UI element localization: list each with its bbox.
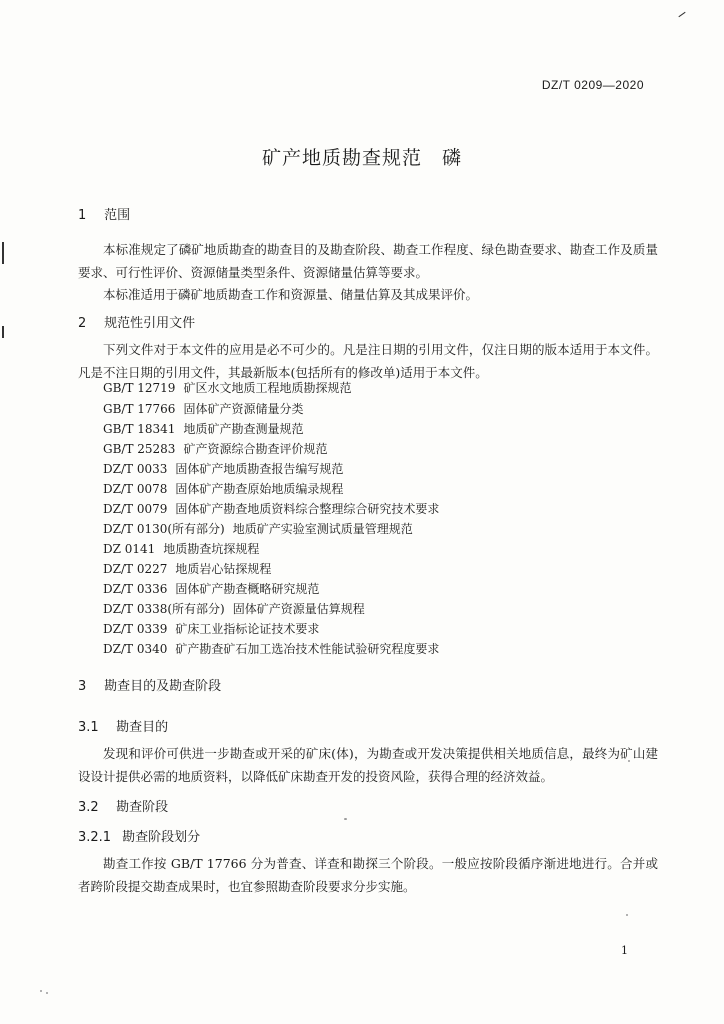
section-title: 勘查阶段划分 bbox=[122, 830, 201, 845]
section-3-2-1-paragraph: 勘查工作按 GB/T 17766 分为普查、详查和勘探三个阶段。一般应按阶段循序渐进地进行。合并或者跨阶段提交勘查成果时，也宜参照勘查阶段要求分步实施。 bbox=[78, 856, 658, 894]
reference-code: DZ/T 0340 bbox=[103, 642, 168, 656]
reference-item bbox=[103, 420, 303, 437]
reference-code: DZ/T 0079 bbox=[103, 502, 168, 516]
section-number: 2 bbox=[78, 316, 87, 331]
reference-item bbox=[103, 560, 271, 577]
document-title: 矿产地质勘查规范 磷 bbox=[261, 147, 462, 169]
reference-code: DZ 0141 bbox=[103, 542, 156, 556]
section-2-intro: 下列文件对于本文件的应用是必不可少的。凡是注日期的引用文件，仅注日期的版本适用于本文件。凡是不注日期的引用文件，其最新版本(包括所有的修改单)适用于本文件。 bbox=[78, 342, 658, 380]
reference-item bbox=[103, 440, 327, 457]
reference-item bbox=[103, 480, 343, 497]
reference-title: 地质岩心钻探规程 bbox=[175, 562, 272, 576]
reference-code: DZ/T 0130(所有部分) bbox=[103, 522, 225, 536]
reference-code: DZ/T 0338(所有部分) bbox=[103, 602, 225, 616]
reference-code: DZ/T 0033 bbox=[103, 462, 168, 476]
reference-code: GB/T 25283 bbox=[103, 442, 176, 456]
reference-item bbox=[103, 600, 365, 617]
section-1-paragraph-2: 本标准适用于磷矿地质勘查工作和资源量、储量估算及其成果评价。 bbox=[103, 287, 479, 302]
reference-title: 矿床工业指标论证技术要求 bbox=[175, 622, 320, 636]
section-number: 3.2 bbox=[78, 800, 99, 815]
reference-item bbox=[103, 520, 413, 537]
reference-item bbox=[103, 640, 439, 657]
reference-title: 地质矿产勘查测量规范 bbox=[183, 422, 304, 436]
reference-title: 固体矿产勘查地质资料综合整理综合研究技术要求 bbox=[175, 502, 440, 516]
section-title: 范围 bbox=[104, 208, 131, 223]
page-number: 1 bbox=[621, 944, 628, 957]
reference-title: 矿产勘查矿石加工选冶技术性能试验研究程度要求 bbox=[175, 642, 440, 656]
reference-title: 固体矿产资源量估算规程 bbox=[232, 602, 365, 616]
reference-title: 固体矿产勘查原始地质编录规程 bbox=[175, 482, 344, 496]
scan-dot-1 bbox=[344, 818, 347, 820]
reference-item bbox=[103, 540, 259, 557]
scan-dot-2 bbox=[40, 990, 42, 992]
reference-code: DZ/T 0078 bbox=[103, 482, 168, 496]
reference-title: 矿产资源综合勘查评价规范 bbox=[183, 442, 328, 456]
scan-dot-5 bbox=[626, 914, 628, 916]
section-1-paragraph-1: 本标准规定了磷矿地质勘查的勘查目的及勘查阶段、勘查工作程度、绿色勘查要求、勘查工作及质量要求、可行性评价、资源储量类型条件、资源储量估算等要求。 bbox=[78, 242, 658, 280]
section-title: 勘查阶段 bbox=[116, 800, 169, 815]
reference-item bbox=[103, 620, 319, 637]
reference-code: DZ/T 0339 bbox=[103, 622, 168, 636]
reference-title: 地质矿产实验室测试质量管理规范 bbox=[232, 522, 413, 536]
reference-code: GB/T 17766 bbox=[103, 402, 176, 416]
section-number: 1 bbox=[78, 208, 87, 223]
section-3-2-1-heading bbox=[78, 826, 200, 845]
section-title: 规范性引用文件 bbox=[104, 316, 196, 331]
section-number: 3.1 bbox=[78, 720, 99, 735]
scan-mark-top-right bbox=[678, 12, 685, 17]
reference-title: 固体矿产地质勘查报告编写规范 bbox=[175, 462, 344, 476]
reference-code: DZ/T 0336 bbox=[103, 582, 168, 596]
reference-code: DZ/T 0227 bbox=[103, 562, 168, 576]
section-3-1-paragraph: 发现和评价可供进一步勘查或开采的矿床(体)，为勘查或开发决策提供相关地质信息，最终为矿山建设设计提供必需的地质资料，以降低矿床勘查开发的投资风险，获得合理的经济效益。 bbox=[78, 746, 658, 784]
section-title: 勘查目的 bbox=[116, 720, 169, 735]
standard-code: DZ/T 0209—2020 bbox=[541, 78, 644, 92]
section-3-2-heading bbox=[78, 796, 168, 815]
section-1-heading bbox=[78, 204, 130, 223]
section-number: 3 bbox=[78, 679, 87, 694]
scan-dot-3 bbox=[46, 992, 48, 994]
scan-mark-left-1 bbox=[2, 242, 4, 264]
reference-item bbox=[103, 500, 439, 517]
reference-title: 地质勘查坑探规程 bbox=[163, 542, 260, 556]
reference-title: 固体矿产资源储量分类 bbox=[183, 402, 304, 416]
section-3-1-heading bbox=[78, 716, 168, 735]
reference-item bbox=[103, 400, 303, 417]
section-2-heading bbox=[78, 312, 195, 331]
reference-code: GB/T 12719 bbox=[103, 381, 176, 395]
reference-item bbox=[103, 580, 319, 597]
reference-item bbox=[103, 460, 343, 477]
reference-title: 固体矿产勘查概略研究规范 bbox=[175, 582, 320, 596]
section-3-heading bbox=[78, 675, 221, 694]
scan-mark-left-2 bbox=[2, 326, 4, 338]
reference-code: GB/T 18341 bbox=[103, 422, 176, 436]
section-title: 勘查目的及勘查阶段 bbox=[104, 679, 222, 694]
section-number: 3.2.1 bbox=[78, 830, 112, 845]
reference-item bbox=[103, 379, 351, 396]
reference-title: 矿区水文地质工程地质勘探规范 bbox=[183, 381, 352, 395]
